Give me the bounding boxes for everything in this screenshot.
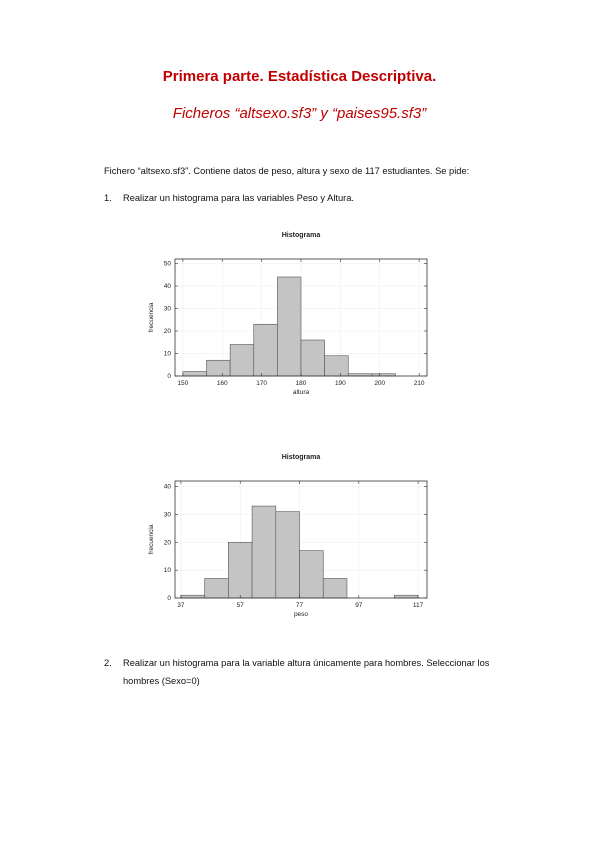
y-tick-label: 10: [163, 350, 171, 358]
x-tick-label: 117: [412, 602, 424, 609]
y-tick-label: 40: [163, 283, 171, 290]
y-tick-label: 20: [163, 539, 171, 547]
histogram-bar: [252, 506, 276, 598]
histogram-bar: [205, 579, 229, 599]
y-tick-label: 30: [163, 511, 171, 519]
y-tick-label: 50: [163, 260, 171, 268]
histogram-bar: [183, 372, 207, 377]
y-tick-label: 0: [167, 373, 171, 380]
x-tick-label: 180: [295, 380, 307, 387]
histogram-bar: [301, 340, 325, 376]
page-subtitle: Ficheros “altsexo.sf3” y “paises95.sf3”: [172, 105, 427, 122]
x-tick-label: 97: [355, 602, 363, 609]
x-tick-label: 190: [334, 380, 346, 387]
page-title: Primera parte. Estadística Descriptiva.: [162, 68, 437, 85]
histogram-bar: [394, 595, 418, 598]
histogram-bar: [276, 512, 300, 598]
y-tick-label: 10: [163, 567, 171, 575]
y-tick-label: 40: [163, 483, 171, 491]
x-tick-label: 210: [413, 380, 425, 387]
histogram-bar: [181, 595, 205, 598]
histogram-bar: [228, 542, 252, 598]
item-2-number: 2.: [104, 658, 112, 668]
x-tick-label: 37: [177, 602, 185, 609]
y-axis-label: frecuencia: [148, 302, 155, 333]
histogram-bar: [207, 360, 231, 376]
y-tick-label: 20: [163, 328, 171, 335]
chart-title: Histograma: [281, 232, 321, 239]
x-tick-label: 170: [256, 380, 268, 387]
x-tick-label: 77: [295, 602, 304, 609]
histogram-peso: [135, 447, 435, 627]
y-tick-label: 30: [163, 305, 171, 313]
histogram-bar: [325, 356, 349, 376]
x-tick-label: 160: [216, 380, 228, 387]
histogram-bar: [254, 324, 278, 376]
x-tick-label: 57: [236, 602, 244, 609]
item-1-text: Realizar un histograma para las variables Peso y Altura.: [123, 193, 354, 203]
intro-paragraph: Fichero “altsexo.sf3”. Contiene datos de peso, altura y sexo de 117 estudiantes. Se pide:: [104, 166, 470, 176]
x-tick-label: 150: [177, 380, 189, 387]
histogram-bar: [277, 277, 301, 376]
histogram-altura: [135, 225, 435, 405]
histogram-bar: [323, 579, 347, 599]
item-2-text: Realizar un histograma para la variable altura únicamente para hombres. Seleccionar los hombres (Sexo=0): [123, 658, 490, 686]
histogram-bar: [230, 345, 254, 377]
histogram-bar: [300, 551, 324, 598]
chart-title: Histograma: [281, 454, 321, 461]
x-tick-label: 200: [374, 380, 386, 387]
item-1-number: 1.: [104, 193, 112, 203]
y-tick-label: 0: [167, 595, 171, 602]
y-axis-label: frecuencia: [148, 524, 155, 555]
x-axis-label: altura: [292, 389, 310, 396]
x-axis-label: peso: [293, 611, 309, 618]
